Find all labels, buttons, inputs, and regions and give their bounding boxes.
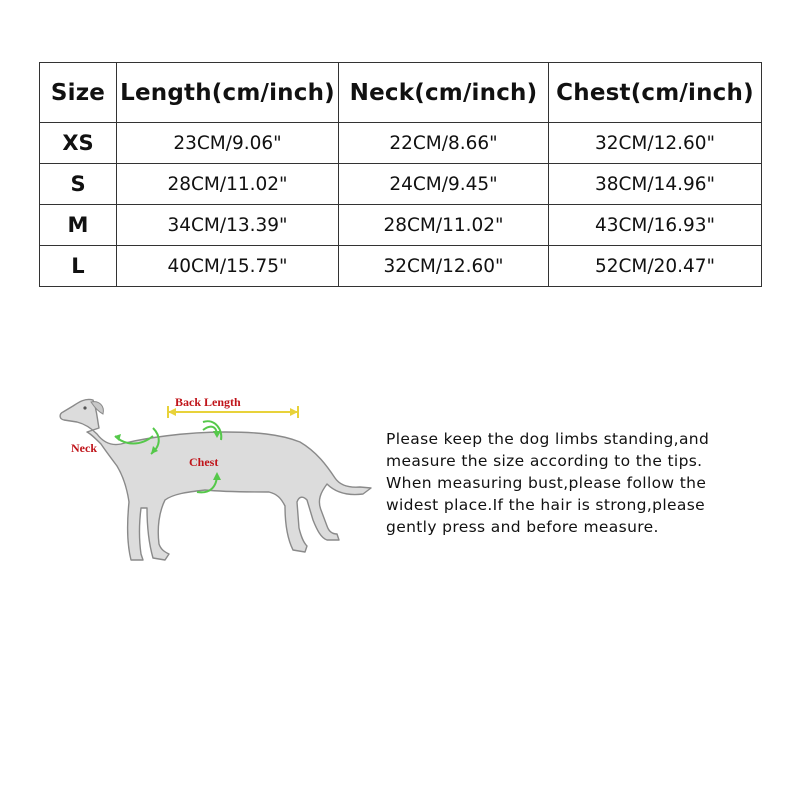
measurement-instructions [386, 428, 776, 538]
header-chest: Chest(cm/inch) [549, 63, 762, 123]
instruction-line: Please keep the dog limbs standing,and [386, 430, 710, 448]
size-cell: L [40, 246, 117, 287]
back-length-label: Back Length [175, 395, 241, 409]
neck-cell: 22CM/8.66" [339, 123, 549, 164]
chest-cell: 32CM/12.60" [549, 123, 762, 164]
neck-cell: 28CM/11.02" [339, 205, 549, 246]
neck-cell: 32CM/12.60" [339, 246, 549, 287]
chest-label: Chest [189, 455, 219, 469]
size-cell: M [40, 205, 117, 246]
dog-measurement-diagram [55, 388, 375, 568]
ruler-left-arrow-icon [168, 408, 176, 416]
table-row [40, 123, 762, 164]
header-neck: Neck(cm/inch) [339, 63, 549, 123]
instruction-line: gently press and before measure. [386, 518, 659, 536]
instruction-line: measure the size according to the tips. [386, 452, 703, 470]
table-row [40, 164, 762, 205]
dog-diagram-svg [55, 388, 375, 568]
neck-cell: 24CM/9.45" [339, 164, 549, 205]
dog-eye [83, 406, 86, 409]
header-row [40, 63, 762, 123]
chest-cell: 43CM/16.93" [549, 205, 762, 246]
header-size: Size [40, 63, 117, 123]
chest-cell: 52CM/20.47" [549, 246, 762, 287]
instruction-line: widest place.If the hair is strong,please [386, 496, 706, 514]
length-cell: 40CM/15.75" [117, 246, 339, 287]
ruler-right-arrow-icon [290, 408, 298, 416]
size-cell: S [40, 164, 117, 205]
length-cell: 23CM/9.06" [117, 123, 339, 164]
length-cell: 28CM/11.02" [117, 164, 339, 205]
chest-cell: 38CM/14.96" [549, 164, 762, 205]
length-cell: 34CM/13.39" [117, 205, 339, 246]
header-length: Length(cm/inch) [117, 63, 339, 123]
table-row [40, 205, 762, 246]
size-chart-table [39, 62, 762, 287]
table-row [40, 246, 762, 287]
neck-label: Neck [71, 441, 97, 455]
size-cell: XS [40, 123, 117, 164]
instruction-line: When measuring bust,please follow the [386, 474, 707, 492]
